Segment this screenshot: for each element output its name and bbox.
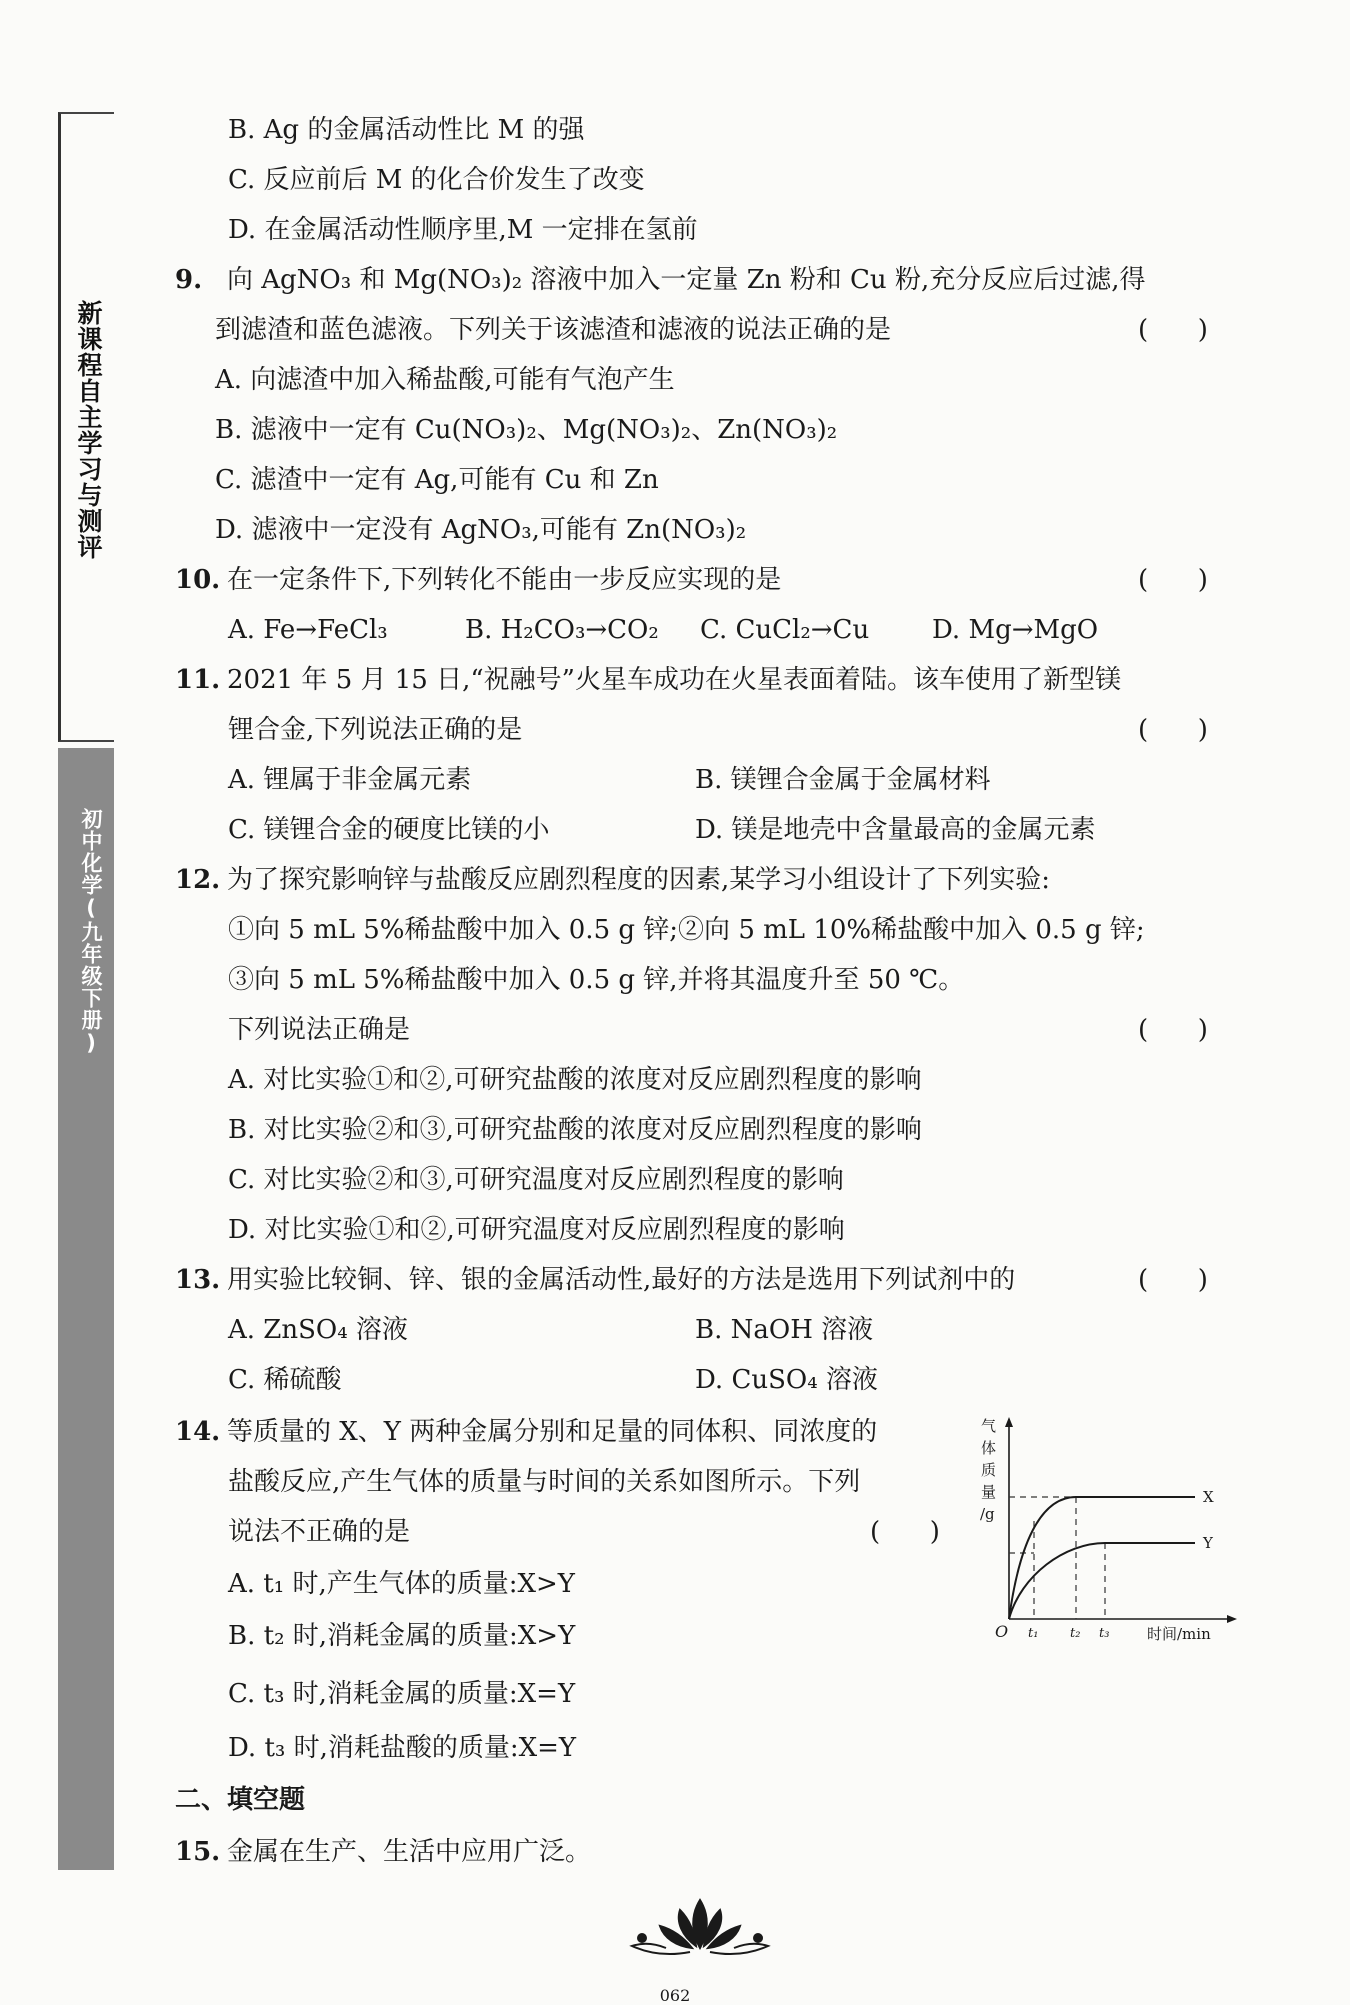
q9-answer-blank: ( ) xyxy=(1138,315,1208,345)
q13-option-d: D. CuSO₄ 溶液 xyxy=(695,1365,878,1395)
q9-number: 9. xyxy=(175,265,203,295)
graph-ylabel-3: 质 xyxy=(981,1461,997,1479)
graph-ylabel-2: 体 xyxy=(981,1439,997,1457)
q14-option-a: A. t₁ 时,产生气体的质量:X>Y xyxy=(228,1569,575,1599)
tick-t3: t₃ xyxy=(1099,1626,1110,1641)
q11-option-c: C. 镁锂合金的硬度比镁的小 xyxy=(228,815,550,845)
q11-text-2: 锂合金,下列说法正确的是 xyxy=(228,715,523,745)
q14-option-d: D. t₃ 时,消耗盐酸的质量:X=Y xyxy=(228,1733,577,1763)
graph-ylabel-4: 量 xyxy=(981,1483,997,1501)
q11-option-d: D. 镁是地壳中含量最高的金属元素 xyxy=(695,815,1096,845)
series-label-y: Y xyxy=(1203,1534,1213,1552)
curve-y xyxy=(1009,1543,1195,1619)
q15-text: 金属在生产、生活中应用广泛。 xyxy=(227,1837,592,1867)
q12-option-a: A. 对比实验①和②,可研究盐酸的浓度对反应剧烈程度的影响 xyxy=(228,1065,922,1095)
q12-text-1: 为了探究影响锌与盐酸反应剧烈程度的因素,某学习小组设计了下列实验: xyxy=(227,865,1051,895)
q12-number: 12. xyxy=(175,865,221,895)
q13-option-c: C. 稀硫酸 xyxy=(228,1365,342,1395)
q12-option-d: D. 对比实验①和②,可研究温度对反应剧烈程度的影响 xyxy=(228,1215,845,1245)
graph-ylabel-5: /g xyxy=(980,1505,995,1523)
q13-text: 用实验比较铜、锌、银的金属活动性,最好的方法是选用下列试剂中的 xyxy=(227,1265,1016,1295)
curve-x xyxy=(1009,1497,1195,1619)
q13-option-b: B. NaOH 溶液 xyxy=(695,1315,874,1345)
q10-number: 10. xyxy=(175,565,221,595)
q9-option-d: D. 滤液中一定没有 AgNO₃,可能有 Zn(NO₃)₂ xyxy=(215,515,747,545)
q12-stem xyxy=(175,862,1050,898)
q12-text-3: ③向 5 mL 5%稀盐酸中加入 0.5 g 锌,并将其温度升至 50 ℃。 xyxy=(228,965,965,995)
graph-y-arrow xyxy=(1005,1417,1013,1427)
q9-option-c: C. 滤渣中一定有 Ag,可能有 Cu 和 Zn xyxy=(215,465,659,495)
q9-option-b: B. 滤液中一定有 Cu(NO₃)₂、Mg(NO₃)₂、Zn(NO₃)₂ xyxy=(215,415,838,445)
q14-text-1: 等质量的 X、Y 两种金属分别和足量的同体积、同浓度的 xyxy=(227,1417,878,1447)
tick-t1: t₁ xyxy=(1028,1626,1039,1641)
q14-option-b: B. t₂ 时,消耗金属的质量:X>Y xyxy=(228,1621,576,1651)
q10-stem xyxy=(175,562,781,598)
q12-text-2: ①向 5 mL 5%稀盐酸中加入 0.5 g 锌;②向 5 mL 10%稀盐酸中加入 0.5 g 锌; xyxy=(228,915,1145,945)
section-heading-fill-in: 二、填空题 xyxy=(175,1785,306,1815)
q12-text-4: 下列说法正确是 xyxy=(228,1015,411,1045)
q13-answer-blank: ( ) xyxy=(1138,1265,1208,1295)
q9-stem xyxy=(175,262,1145,298)
q10-option-b: B. H₂CO₃→CO₂ xyxy=(465,615,659,645)
q15-number: 15. xyxy=(175,1837,221,1867)
q10-option-d: D. Mg→MgO xyxy=(932,615,1099,645)
q14-option-c: C. t₃ 时,消耗金属的质量:X=Y xyxy=(228,1679,576,1709)
q8-option-b: B. Ag 的金属活动性比 M 的强 xyxy=(228,115,585,145)
q11-option-a: A. 锂属于非金属元素 xyxy=(228,765,472,795)
q10-answer-blank: ( ) xyxy=(1138,565,1208,595)
series-label-x: X xyxy=(1203,1488,1214,1506)
q13-stem xyxy=(175,1262,1015,1298)
q9-option-a: A. 向滤渣中加入稀盐酸,可能有气泡产生 xyxy=(215,365,675,395)
series-title: 新课程自主学习与测评 xyxy=(74,300,103,560)
q14-text-2: 盐酸反应,产生气体的质量与时间的关系如图所示。下列 xyxy=(228,1467,861,1497)
graph-origin: O xyxy=(995,1622,1009,1641)
q10-text: 在一定条件下,下列转化不能由一步反应实现的是 xyxy=(227,565,782,595)
q8-option-d: D. 在金属活动性顺序里,M 一定排在氢前 xyxy=(228,215,698,245)
q12-answer-blank: ( ) xyxy=(1138,1015,1208,1045)
q13-option-a: A. ZnSO₄ 溶液 xyxy=(228,1315,408,1345)
q14-number: 14. xyxy=(175,1417,221,1447)
book-subtitle: 初中化学(九年级下册) xyxy=(79,808,103,1056)
q11-answer-blank: ( ) xyxy=(1138,715,1208,745)
q10-option-c: C. CuCl₂→Cu xyxy=(700,615,870,645)
q14-answer-blank: ( ) xyxy=(870,1517,940,1547)
graph-x-arrow xyxy=(1227,1615,1237,1623)
q11-number: 11. xyxy=(175,665,221,695)
graph-xlabel: 时间/min xyxy=(1147,1625,1211,1643)
q8-option-c: C. 反应前后 M 的化合价发生了改变 xyxy=(228,165,645,195)
footer-ornament xyxy=(620,1886,780,1966)
q9-text-2: 到滤渣和蓝色滤液。下列关于该滤渣和滤液的说法正确的是 xyxy=(215,315,892,345)
q9-text-1: 向 AgNO₃ 和 Mg(NO₃)₂ 溶液中加入一定量 Zn 粉和 Cu 粉,充分反应后过滤,得 xyxy=(227,265,1146,295)
tick-t2: t₂ xyxy=(1070,1626,1081,1641)
q13-number: 13. xyxy=(175,1265,221,1295)
q14-text-3: 说法不正确的是 xyxy=(228,1517,411,1547)
q10-option-a: A. Fe→FeCl₃ xyxy=(228,615,388,645)
q12-option-b: B. 对比实验②和③,可研究盐酸的浓度对反应剧烈程度的影响 xyxy=(228,1115,922,1145)
q11-text-1: 2021 年 5 月 15 日,“祝融号”火星车成功在火星表面着陆。该车使用了新型镁 xyxy=(227,665,1121,695)
graph-ylabel-1: 气 xyxy=(981,1417,997,1435)
q14-stem xyxy=(175,1414,877,1450)
q15-stem xyxy=(175,1834,591,1870)
q11-option-b: B. 镁锂合金属于金属材料 xyxy=(695,765,991,795)
q12-option-c: C. 对比实验②和③,可研究温度对反应剧烈程度的影响 xyxy=(228,1165,844,1195)
page-number: 062 xyxy=(659,1986,691,2005)
q11-stem xyxy=(175,662,1121,698)
q14-graph xyxy=(975,1415,1245,1650)
